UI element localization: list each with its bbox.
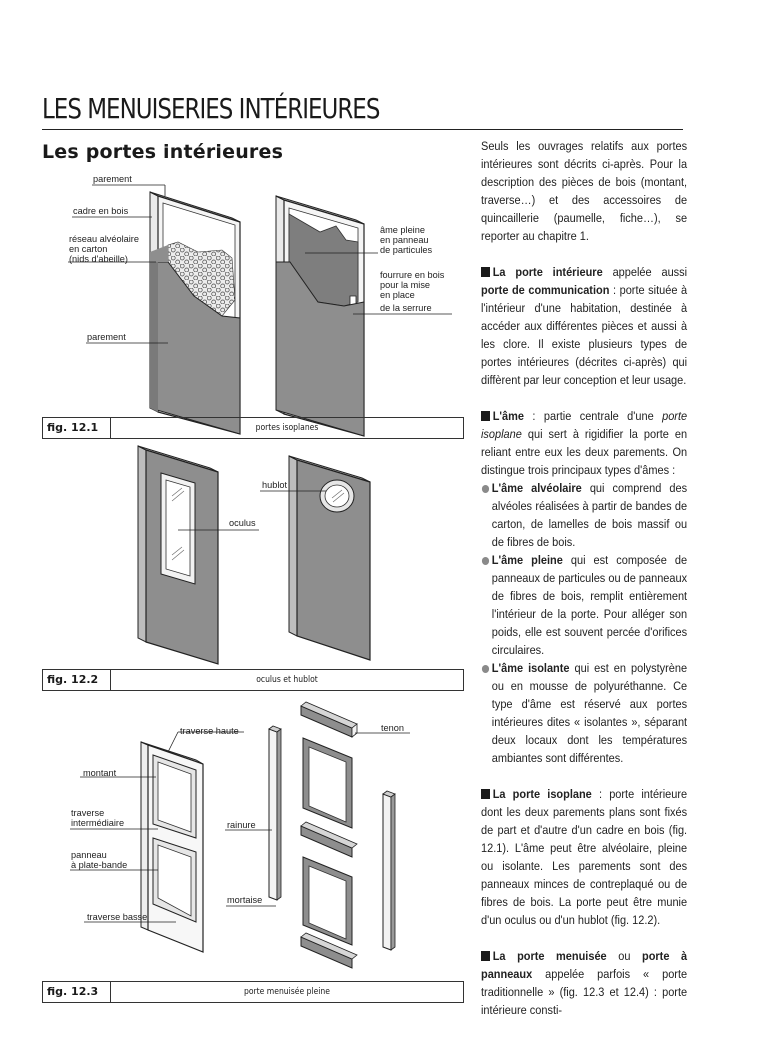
square-bullet-icon: [481, 267, 490, 277]
term: La porte isoplane: [492, 787, 592, 801]
label-cadre: cadre en bois: [73, 206, 129, 216]
label-fourrure-3: en place: [380, 290, 415, 300]
figure-caption-12-1: [42, 417, 464, 439]
figure-caption-12-2: [42, 669, 464, 691]
paragraph-porte-isoplane: [481, 785, 687, 929]
text: : porte intérieure dont les deux parements plans sont fixés de part et d'autre d'un cadre en bois (fig. 12.1). L'âme peut être alvéolaire, pleine ou isolante. Les parements sont des panneaux minces de contreplaqué ou de fibres de bois. La porte peut être munie d'un oculus ou d'un hublot (fig. 12.2).: [481, 787, 688, 927]
text: ou: [606, 949, 643, 963]
list-item: [481, 479, 687, 551]
label-parement-top: parement: [93, 174, 132, 184]
label-oculus: oculus: [229, 518, 256, 528]
term: porte à panneaux: [481, 949, 688, 981]
text: appelée parfois « porte traditionnelle » (fig. 12.3 et 12.4) : porte intérieure consti-: [481, 967, 688, 1017]
label-mortaise: mortaise: [227, 895, 263, 905]
list-item: [481, 551, 687, 659]
term: L'âme pleine: [491, 553, 563, 567]
text: qui est en polystyrène ou en mousse de polyuréthanne. Ce type d'âme est réservé aux portes intérieures dites « isolantes », séparant deux locaux dont les températures ambiantes sont différentes.: [491, 661, 688, 765]
text: appelée aussi: [602, 265, 688, 279]
text: qui comprend des alvéoles réalisées à partir de bandes de carton, de lamelles de bois massif ou de fibres de bois.: [491, 481, 688, 549]
door-honeycomb: [150, 192, 240, 434]
label-ame-2: en panneau: [380, 235, 429, 245]
label-panneau-1: panneau: [71, 850, 107, 860]
text: qui est composée de panneaux de particules ou de panneaux de fibres de bois, remplit entièrement l'intérieur de la porte. Pour alléger son poids, elle est souvent percée d'orifices circulaires.: [491, 553, 688, 657]
label-reseau-1: réseau alvéolaire: [69, 234, 139, 244]
text: : partie centrale d'une: [523, 409, 663, 423]
exploded-parts: [269, 702, 395, 968]
door-hublot: [289, 456, 370, 660]
figure-caption-12-3: [42, 981, 464, 1003]
label-ame-1: âme pleine: [380, 225, 425, 235]
term: L'âme isolante: [491, 661, 570, 675]
label-montant: montant: [83, 768, 117, 778]
door-panelled: [141, 742, 203, 952]
label-ame-3: de particules: [380, 245, 433, 255]
label-panneau-2: à plate-bande: [71, 860, 128, 870]
paragraph-porte-menuisee: [481, 947, 687, 1019]
door-solid-core: [276, 196, 364, 436]
square-bullet-icon: [481, 951, 490, 961]
figure-number: fig. 12.2: [43, 670, 111, 690]
label-fourrure-2: pour la mise: [380, 280, 431, 290]
figure-caption: oculus et hublot: [256, 675, 318, 685]
figure-number: fig. 12.1: [43, 418, 111, 438]
label-traverse-haute: traverse haute: [180, 726, 239, 736]
text: : porte située à l'intérieur d'une habitation, destinée à accéder aux différentes pièces et aussi à les clore. Il existe plusieurs types de portes intérieures (décrites ci-après) qui diffèrent par leur conception et leur usage.: [481, 283, 688, 387]
term: La porte intérieure: [492, 265, 603, 279]
square-bullet-icon: [481, 789, 490, 799]
label-traverse-basse: traverse basse: [87, 912, 148, 922]
paragraph-intro: Seuls les ouvrages relatifs aux portes intérieures sont décrits ci-après. Pour la description des pièces de bois (montant, traverse…) et des accessoires de quincaillerie (paumelle, fiche…), se reporter au chapitre 1.: [481, 139, 688, 243]
text-italic: porte isoplane: [481, 409, 688, 441]
term: L'âme: [492, 409, 524, 423]
paragraph-porte-interieure: [481, 263, 687, 389]
label-reseau-3: (nids d'abeille): [69, 254, 128, 264]
page-title: LES MENUISERIES INTÉRIEURES: [42, 92, 380, 125]
label-traverse-inter-2: intermédiaire: [71, 818, 125, 828]
text-column: [481, 137, 687, 1037]
label-fourrure-1: fourrure en bois: [380, 270, 445, 280]
term: porte de communication: [481, 283, 610, 297]
label-reseau-2: en carton: [69, 244, 108, 254]
list-item: [481, 659, 687, 767]
figure-number: fig. 12.3: [43, 982, 111, 1002]
figure-caption: porte menuisée pleine: [244, 987, 330, 997]
label-hublot: hublot: [262, 480, 288, 490]
label-tenon: tenon: [381, 723, 404, 733]
section-title: Les portes intérieures: [42, 141, 284, 163]
figure-caption: portes isoplanes: [255, 423, 319, 433]
label-traverse-inter-1: traverse: [71, 808, 105, 818]
text: qui sert à rigidifier la porte en reliant entre eux les deux parements. On distingue trois principaux types d'âmes :: [481, 427, 688, 477]
ame-types-list: [481, 479, 687, 767]
label-parement-bottom: parement: [87, 332, 126, 342]
label-fourrure-4: de la serrure: [380, 303, 432, 313]
square-bullet-icon: [481, 411, 490, 421]
term: L'âme alvéolaire: [491, 481, 582, 495]
term: La porte menuisée: [492, 949, 607, 963]
paragraph-ame: [481, 407, 687, 479]
label-rainure: rainure: [227, 820, 256, 830]
door-oculus: [138, 446, 218, 664]
